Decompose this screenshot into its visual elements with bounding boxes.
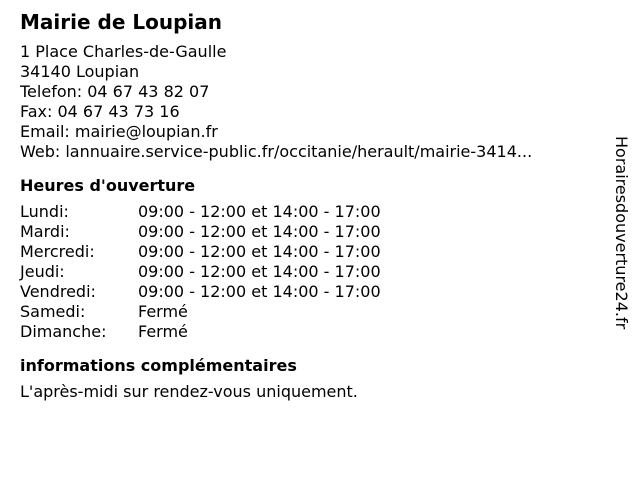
fax-number: Fax: 04 67 43 73 16: [20, 102, 180, 121]
address-block: [20, 42, 600, 162]
hours-time: 09:00 - 12:00 et 14:00 - 17:00: [138, 222, 381, 241]
website-line: [20, 142, 600, 162]
info-heading: informations complémentaires: [20, 356, 297, 375]
watermark-label: Horairesdouverture24.fr: [612, 136, 631, 330]
hours-row-wednesday: [20, 242, 600, 262]
hours-day: Mardi:: [20, 222, 70, 241]
hours-time: Fermé: [138, 322, 188, 341]
hours-day: Dimanche:: [20, 322, 107, 341]
business-card: [20, 10, 600, 402]
hours-row-monday: [20, 202, 600, 222]
info-text: L'après-midi sur rendez-vous uniquement.: [20, 382, 358, 401]
hours-row-saturday: [20, 302, 600, 322]
hours-time: Fermé: [138, 302, 188, 321]
address-city: 34140 Loupian: [20, 62, 140, 81]
address-street: 1 Place Charles-de-Gaulle: [20, 42, 227, 61]
page-title: Mairie de Loupian: [20, 10, 222, 34]
hours-day: Vendredi:: [20, 282, 96, 301]
hours-table: [20, 202, 600, 342]
hours-row-thursday: [20, 262, 600, 282]
website-label: Web:: [20, 142, 66, 161]
website-link[interactable]: lannuaire.service-public.fr/occitanie/herault/mairie-3414...: [65, 142, 533, 161]
hours-time: 09:00 - 12:00 et 14:00 - 17:00: [138, 262, 381, 281]
hours-time: 09:00 - 12:00 et 14:00 - 17:00: [138, 202, 381, 221]
hours-row-sunday: [20, 322, 600, 342]
hours-row-tuesday: [20, 222, 600, 242]
hours-time: 09:00 - 12:00 et 14:00 - 17:00: [138, 282, 381, 301]
hours-day: Mercredi:: [20, 242, 95, 261]
hours-day: Jeudi:: [20, 262, 65, 281]
email-address[interactable]: Email: mairie@loupian.fr: [20, 122, 218, 141]
hours-day: Samedi:: [20, 302, 86, 321]
hours-day: Lundi:: [20, 202, 69, 221]
hours-row-friday: [20, 282, 600, 302]
phone-number[interactable]: Telefon: 04 67 43 82 07: [20, 82, 210, 101]
hours-time: 09:00 - 12:00 et 14:00 - 17:00: [138, 242, 381, 261]
hours-heading: Heures d'ouverture: [20, 176, 196, 195]
